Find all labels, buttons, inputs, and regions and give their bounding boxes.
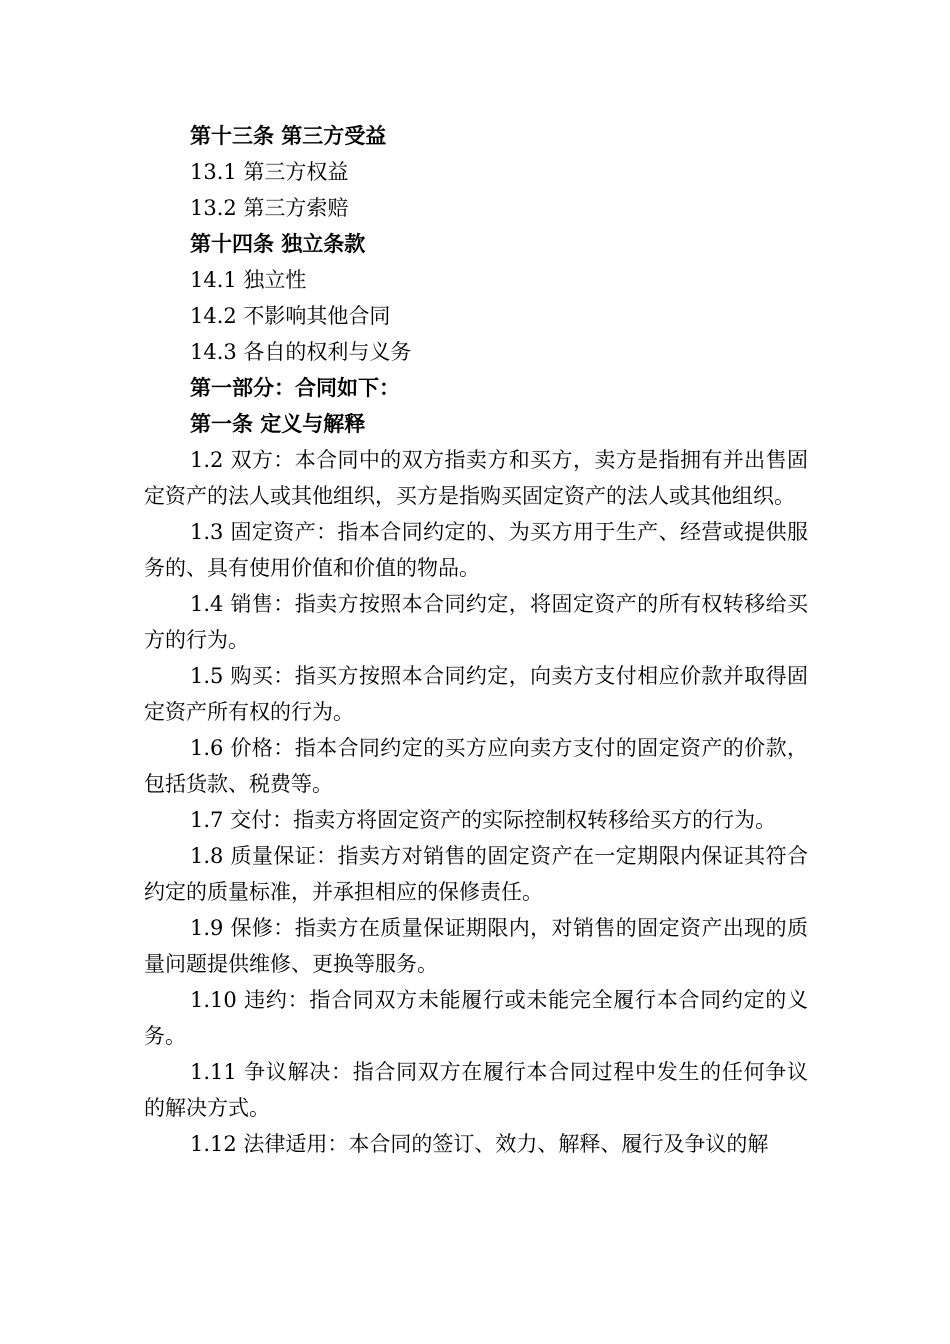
clause-14-3: 14.3 各自的权利与义务 [190,340,412,364]
clause-1-10: 1.10 违约：指合同双方未能履行或未能完全履行本合同约定的义务。 [144,988,808,1048]
article-13-heading: 第十三条 第三方受益 [190,123,387,148]
clause-1-6: 1.6 价格：指本合同约定的买方应向卖方支付的固定资产的价款，包括货款、税费等。 [144,736,808,796]
clause-1-3: 1.3 固定资产：指本合同约定的、为买方用于生产、经营或提供服务的、具有使用价值和价值的物品。 [144,520,808,580]
document-body [144,118,808,1162]
clause-13-1: 13.1 第三方权益 [190,160,349,184]
clause-1-4: 1.4 销售：指卖方按照本合同约定，将固定资产的所有权转移给买方的行为。 [144,592,808,652]
clause-1-7: 1.7 交付：指卖方将固定资产的实际控制权转移给买方的行为。 [190,808,777,832]
clause-1-11: 1.11 争议解决：指合同双方在履行本合同过程中发生的任何争议的解决方式。 [144,1060,808,1120]
clause-1-5: 1.5 购买：指买方按照本合同约定，向卖方支付相应价款并取得固定资产所有权的行为。 [144,664,808,724]
clause-13-2: 13.2 第三方索赔 [190,196,349,220]
clause-1-8: 1.8 质量保证：指卖方对销售的固定资产在一定期限内保证其符合约定的质量标准，并承担相应的保修责任。 [144,844,808,904]
clause-14-1: 14.1 独立性 [190,268,307,292]
article-1-heading: 第一条 定义与解释 [190,411,366,436]
part-1-heading: 第一部分：合同如下： [190,375,400,400]
clause-14-2: 14.2 不影响其他合同 [190,304,391,328]
clause-1-9: 1.9 保修：指卖方在质量保证期限内，对销售的固定资产出现的质量问题提供维修、更换等服务。 [144,916,808,976]
article-14-heading: 第十四条 独立条款 [190,231,366,256]
clause-1-2: 1.2 双方：本合同中的双方指卖方和买方，卖方是指拥有并出售固定资产的法人或其他组织，买方是指购买固定资产的法人或其他组织。 [144,448,808,508]
clause-1-12: 1.12 法律适用：本合同的签订、效力、解释、履行及争议的解 [190,1132,769,1156]
